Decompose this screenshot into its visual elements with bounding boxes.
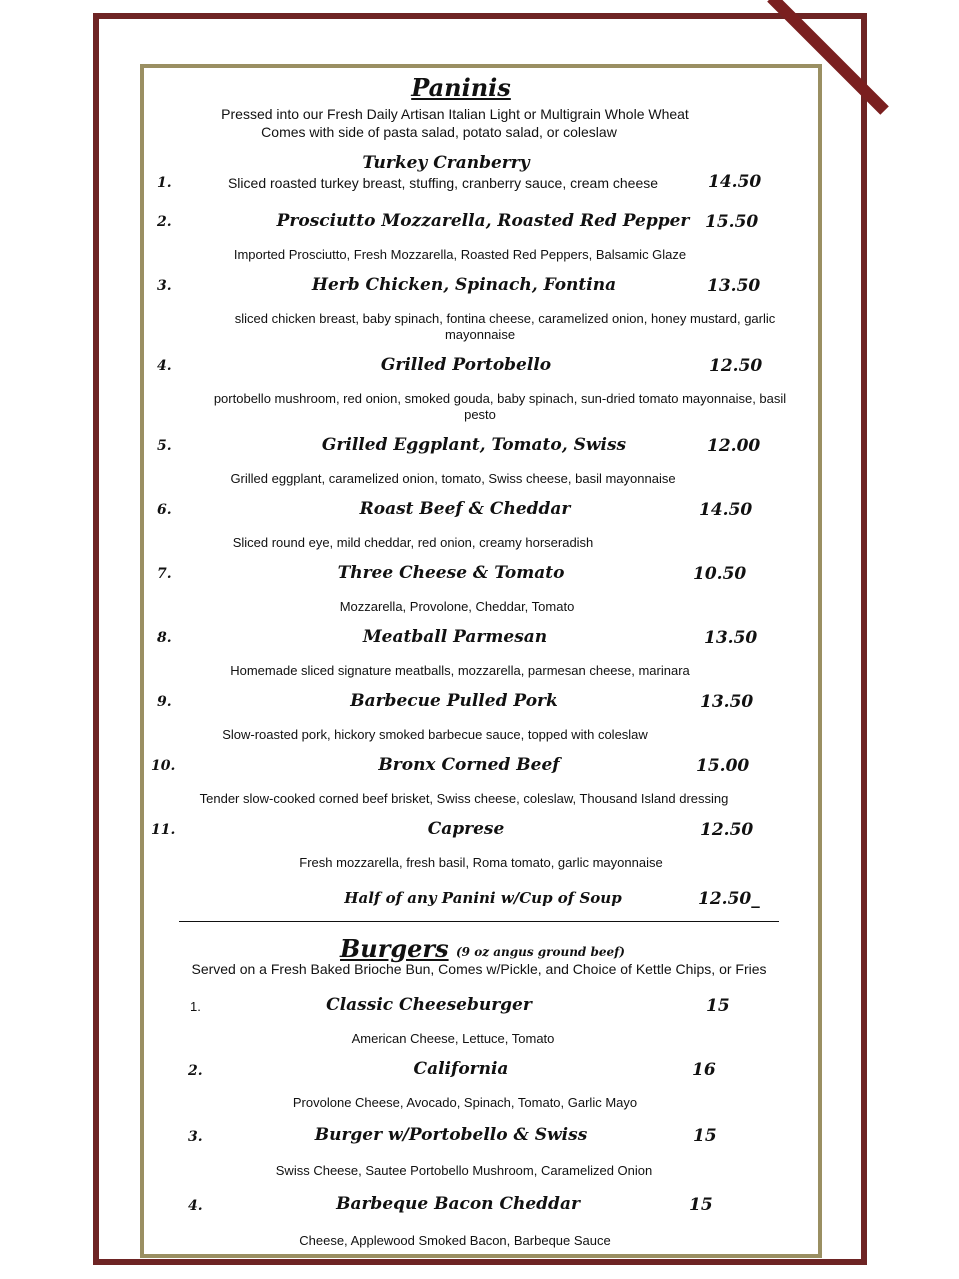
- burger-price: 15: [693, 1126, 717, 1146]
- panini-description-cont: pesto: [464, 407, 496, 422]
- half-panini-price: 12.50_: [698, 889, 760, 909]
- paninis-subtitle-2: Comes with side of pasta salad, potato salad, or coleslaw: [261, 124, 617, 140]
- panini-name: Barbecue Pulled Pork: [350, 691, 558, 711]
- panini-number: 4.: [157, 358, 172, 374]
- burger-description: Provolone Cheese, Avocado, Spinach, Tomato, Garlic Mayo: [292, 1095, 638, 1110]
- panini-description: Sliced roasted turkey breast, stuffing, cranberry sauce, cream cheese: [227, 175, 659, 191]
- panini-number: 8.: [157, 630, 172, 646]
- burger-name: Classic Cheeseburger: [326, 995, 532, 1015]
- panini-description: Sliced round eye, mild cheddar, red onion, creamy horseradish: [232, 535, 594, 550]
- panini-description-cont: mayonnaise: [444, 327, 516, 342]
- panini-number: 5.: [157, 438, 172, 454]
- burger-number: 4.: [188, 1198, 203, 1214]
- panini-name: Herb Chicken, Spinach, Fontina: [311, 275, 617, 295]
- panini-price: 12.50: [709, 356, 763, 376]
- panini-number: 7.: [157, 566, 172, 582]
- burger-description: Swiss Cheese, Sautee Portobello Mushroom, Caramelized Onion: [275, 1163, 653, 1178]
- panini-description: Mozzarella, Provolone, Cheddar, Tomato: [339, 599, 575, 614]
- burgers-subtitle: Served on a Fresh Baked Brioche Bun, Comes w/Pickle, and Choice of Kettle Chips, or Fries: [191, 961, 767, 977]
- panini-description: sliced chicken breast, baby spinach, fontina cheese, caramelized onion, honey mustard, garlic: [234, 311, 776, 326]
- panini-name: Three Cheese & Tomato: [337, 563, 565, 583]
- panini-price: 13.50: [707, 276, 761, 296]
- panini-description: Slow-roasted pork, hickory smoked barbecue sauce, topped with coleslaw: [222, 727, 648, 742]
- panini-name: Bronx Corned Beef: [378, 755, 560, 775]
- panini-description: Tender slow-cooked corned beef brisket, Swiss cheese, coleslaw, Thousand Island dressing: [199, 791, 729, 806]
- burger-price: 15: [689, 1195, 713, 1215]
- burger-description: American Cheese, Lettuce, Tomato: [351, 1031, 555, 1046]
- burger-price: 15: [706, 996, 730, 1016]
- panini-number: 11.: [151, 822, 176, 838]
- burger-price: 16: [692, 1060, 716, 1080]
- burger-name: Barbeque Bacon Cheddar: [336, 1194, 580, 1214]
- half-panini-label: Half of any Panini w/Cup of Soup: [344, 889, 622, 907]
- panini-name: Meatball Parmesan: [362, 627, 548, 647]
- panini-number: 10.: [151, 758, 176, 774]
- burger-number: 1.: [190, 999, 201, 1014]
- panini-price: 14.50: [699, 500, 753, 520]
- burger-number: 2.: [188, 1063, 203, 1079]
- panini-price: 15.50: [705, 212, 759, 232]
- panini-description: portobello mushroom, red onion, smoked gouda, baby spinach, sun-dried tomato mayonnaise, basil: [213, 391, 787, 406]
- panini-price: 12.50: [700, 820, 754, 840]
- panini-price: 13.50: [700, 692, 754, 712]
- panini-name: Grilled Portobello: [380, 355, 552, 375]
- panini-name: Turkey Cranberry: [362, 153, 530, 173]
- burgers-note: (9 oz angus ground beef): [456, 945, 625, 959]
- panini-name: Roast Beef & Cheddar: [359, 499, 571, 519]
- panini-name: Grilled Eggplant, Tomato, Swiss: [321, 435, 627, 455]
- panini-number: 1.: [157, 175, 172, 191]
- section-divider: [179, 921, 779, 922]
- burgers-title: Burgers: [340, 934, 449, 963]
- panini-description: Grilled eggplant, caramelized onion, tomato, Swiss cheese, basil mayonnaise: [230, 471, 676, 486]
- paninis-subtitle-1: Pressed into our Fresh Daily Artisan Italian Light or Multigrain Whole Wheat: [221, 106, 689, 122]
- burger-name: California: [413, 1059, 509, 1079]
- panini-name: Caprese: [427, 819, 505, 839]
- panini-price: 12.00: [707, 436, 761, 456]
- burger-number: 3.: [188, 1129, 203, 1145]
- burger-description: Cheese, Applewood Smoked Bacon, Barbeque Sauce: [299, 1233, 611, 1248]
- panini-number: 3.: [157, 278, 172, 294]
- panini-price: 15.00: [696, 756, 750, 776]
- panini-name: Prosciutto Mozzarella, Roasted Red Pepper: [276, 211, 690, 231]
- panini-number: 6.: [157, 502, 172, 518]
- panini-description: Imported Prosciutto, Fresh Mozzarella, Roasted Red Peppers, Balsamic Glaze: [233, 247, 687, 262]
- panini-description: Homemade sliced signature meatballs, mozzarella, parmesan cheese, marinara: [230, 663, 690, 678]
- burger-name: Burger w/Portobello & Swiss: [314, 1125, 588, 1145]
- panini-price: 13.50: [704, 628, 758, 648]
- panini-number: 2.: [157, 214, 172, 230]
- panini-price: 10.50: [693, 564, 747, 584]
- paninis-title: Paninis: [411, 73, 511, 102]
- panini-price: 14.50: [708, 172, 762, 192]
- panini-description: Fresh mozzarella, fresh basil, Roma tomato, garlic mayonnaise: [299, 855, 663, 870]
- panini-number: 9.: [157, 694, 172, 710]
